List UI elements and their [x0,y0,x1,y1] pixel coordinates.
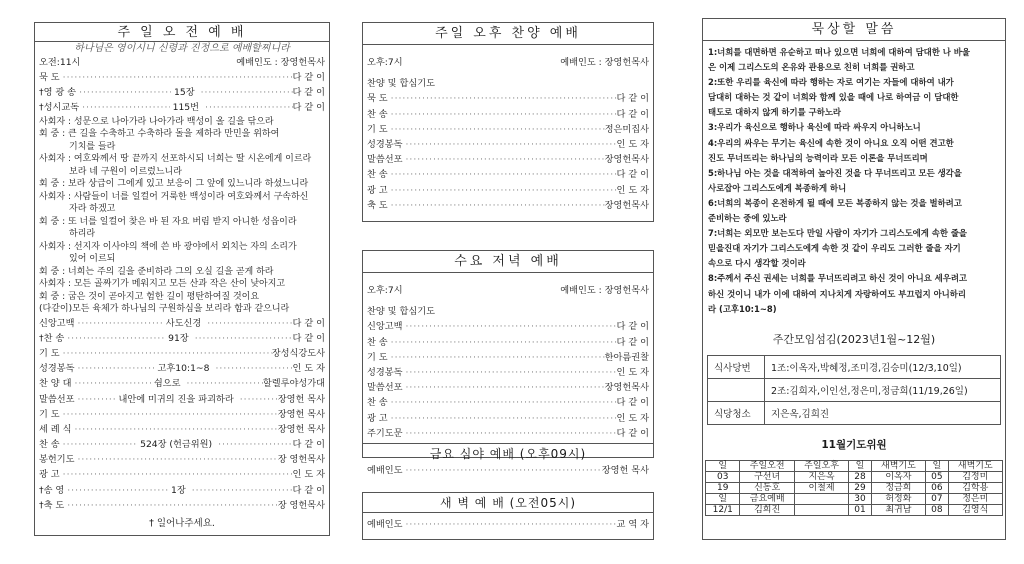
leader-dots [75,392,116,407]
leader-dots [64,498,277,513]
pm-open: 찬양 및 합심기도 [367,78,435,90]
prayer-cell: 이옥자 [871,471,925,482]
prayer-cell: 정금희 [871,482,925,493]
prayer-head-cell: 일 [849,460,871,471]
order-row [35,85,329,100]
order-item: 말씀선포 [367,382,403,394]
order-detail: 15장 [174,87,195,99]
prayer-cell [794,493,848,504]
verse-line: 7:너희는 외모만 보는도다 만일 사람이 자기가 그리스도에게 속한 줄을 [708,228,968,239]
leader-dots [71,376,150,391]
responsive-line: 기치를 들라 [69,141,116,152]
prayer-row [706,482,1003,493]
weekly-row [708,401,1001,424]
leader-dots [403,319,617,334]
weekly-title: 주간모임섬김(2023년1월~12월) [772,332,936,346]
weekly-row [708,378,1001,401]
responsive-reading [35,116,329,316]
order-detail: 115번 [172,102,200,114]
order-detail: 쉼으로 [153,378,181,390]
leader-dots [403,152,605,167]
dawn-leader: 교 역 자 [616,519,649,530]
order-row [363,152,653,167]
pm-time: 오후:7시 [367,57,403,68]
prayer-cell: 김희진 [740,504,794,515]
sunday-afternoon-section [362,22,654,222]
order-item: 광 고 [367,184,388,196]
order-item: †영 광 송 [39,87,77,99]
prayer-cell: 30 [849,493,871,504]
order-person: 다 같 이 [616,336,649,348]
leader-dots [403,426,617,441]
leader-dots [189,483,293,498]
order-person: 인 도 자 [292,363,325,375]
order-row [35,361,329,376]
prayer-cell: 28 [849,471,871,482]
order-row [35,422,329,437]
order-list-b [35,316,329,513]
responsive-line: 있어 이르되 [69,254,116,265]
prayer-row [706,493,1003,504]
leader-dots [64,331,165,346]
weekly-row [708,355,1001,378]
leader-dots [388,91,617,106]
prayer-title: 11월기도위원 [821,438,887,451]
responsive-line: 회 중 : 또 너를 일컬어 찾은 바 된 자요 버림 받지 아니한 성읍이라 [39,216,297,227]
responsive-line: 보라 네 구원이 이르렀느니라 [69,166,182,177]
order-person: 다 같 이 [616,321,649,333]
verse-line: 4:우리의 싸우는 무기는 육신에 속한 것이 아니요 오직 어떤 견고한 [708,137,954,148]
order-item: †찬 송 [39,332,65,344]
prayer-cell [794,504,848,515]
responsive-line: 사회자 : 선지자 이사야의 책에 쓴 바 광야에서 외치는 자의 소리가 [39,241,297,252]
order-person: 정은미집사 [604,123,649,135]
order-row [35,316,329,331]
order-person: 장영헌목사 [604,382,649,394]
middle-column [362,22,654,540]
order-person: 다 같 이 [292,439,325,451]
order-row [35,498,329,513]
prayer-cell: 김정미 [948,471,1002,482]
leader-dots [75,316,163,331]
wed-time: 오후:7시 [367,285,403,296]
order-person: 다 같 이 [292,72,325,83]
order-person: 다 같 이 [616,108,649,120]
dawn-section [362,492,654,540]
order-item: 기 도 [39,408,60,420]
verse-line: 8:주께서 주신 권세는 너희를 무너뜨리려고 하신 것이 아니요 세우려고 [708,273,968,284]
wednesday-section [362,250,654,476]
order-item: 찬 송 [367,108,388,120]
prayer-head-cell: 일 [926,460,948,471]
responsive-line: (다같이)모든 육체가 하나님의 구원하심을 보리라 함과 같으니라 [39,304,290,315]
order-person: 다 같 이 [616,93,649,105]
order-detail: 91장 [168,332,189,344]
verse-line: 6:너희의 복종이 온전하게 될 때에 모든 복종하지 않는 것을 벌하려고 [708,197,962,208]
prayer-table [705,460,1003,516]
order-person: 인 도 자 [616,138,649,150]
order-row [363,319,653,334]
dawn-label: 예배인도 [367,519,403,530]
order-person: 장영헌 목사 [277,408,325,420]
meditation-column [702,18,1006,540]
order-row [363,107,653,122]
subtitle: 하나님은 영이시니 신령과 진정으로 예배할찌니라 [74,43,290,54]
order-detail: 524장 (헌금위원) [140,439,213,451]
leader-dots [60,467,293,482]
leader-dots [388,198,605,213]
leader-dots [76,85,171,100]
prayer-cell: 금요예배 [740,493,794,504]
order-item: 말씀선포 [39,393,75,405]
prayer-head-cell: 새벽기도 [871,460,925,471]
leader-dots [403,365,617,380]
order-person: 인 도 자 [292,469,325,481]
order-row [363,365,653,380]
leader-dots [79,100,170,115]
weekly-value: 지은옥,김희진 [765,401,1001,424]
service-leader: 예배인도 : 장영헌목사 [236,57,325,68]
verse-line: 은 이제 그리스도의 온유와 관용으로 친히 너희를 권하고 [708,62,915,73]
weekly-table [707,355,1001,425]
order-person: 다 같 이 [292,332,325,344]
order-row [35,100,329,115]
prayer-cell: 정은미 [948,493,1002,504]
order-row [35,467,329,482]
prayer-cell: 김영식 [948,504,1002,515]
leader-dots [75,452,278,467]
order-item: 찬 양 대 [39,378,72,390]
order-row [363,426,653,441]
order-person: 장영헌목사 [604,154,649,166]
prayer-cell: 05 [926,471,948,482]
responsive-line: 회 중 : 너희는 주의 길을 준비하라 그의 오실 길을 곧게 하라 [39,266,274,277]
order-row [35,346,329,361]
wed-leader: 예배인도 : 장영헌목사 [560,285,649,296]
order-row [363,350,653,365]
verse-line: 5:하나님 아는 것을 대적하여 높아진 것을 다 무너뜨리고 모든 생각을 [708,167,962,178]
order-person: 할렐루야성가대 [262,378,325,390]
leader-dots [237,392,278,407]
verse-line: 2:또한 우리를 육신에 따라 행하는 자로 여기는 자들에 대하여 내가 [708,77,954,88]
order-row [363,91,653,106]
order-row [35,407,329,422]
pm-title: 주일 오후 찬양 예배 [363,23,653,45]
prayer-row [706,471,1003,482]
responsive-line: 사회자 : 모든 골짜기가 메워지고 모든 산과 작은 산이 낮아지고 [39,279,286,290]
prayer-head-cell: 주일오후 [794,460,848,471]
order-row [363,167,653,182]
prayer-cell: 12/1 [706,504,740,515]
prayer-cell: 03 [706,471,740,482]
order-item: 찬 송 [367,336,388,348]
order-item: 찬 송 [367,397,388,409]
order-row [363,122,653,137]
order-person: 장영헌 목사 [277,423,325,435]
leader-dots [388,411,617,426]
prayer-head-cell: 새벽기도 [948,460,1002,471]
leader-dots [388,107,617,122]
meditation-title: 묵상할 말씀 [703,19,1005,41]
order-row [363,411,653,426]
order-row [363,335,653,350]
prayer-head-cell: 주일오전 [740,460,794,471]
order-person: 인 도 자 [616,412,649,424]
order-person: 다 같 이 [616,397,649,409]
weekly-key: 식당청소 [708,401,765,424]
order-row [35,331,329,346]
prayer-cell: 허정화 [871,493,925,504]
weekly-key [708,378,765,401]
responsive-line: 회 중 : 보라 상급이 그에게 있고 보응이 그 앞에 있느니라 하셨느니라 [39,179,309,190]
order-row [363,137,653,152]
order-item: 기 도 [367,123,388,135]
leader-dots [198,85,293,100]
order-detail: 고후10:1~8 [157,363,210,375]
responsive-line: 자라 하겠고 [69,204,116,215]
order-item: 찬 송 [367,169,388,181]
order-item: 봉헌기도 [39,454,75,466]
order-person: 다 같 이 [292,484,325,496]
order-row [35,437,329,452]
order-item: 주기도문 [367,427,403,439]
order-person: 다 같 이 [292,102,325,114]
order-row [35,452,329,467]
order-item: 세 례 식 [39,423,72,435]
order-item: 찬 송 [39,439,60,451]
order-item: †축 도 [39,499,65,511]
leader-dots [403,380,605,395]
leader-dots [183,376,262,391]
leader-dots [202,100,293,115]
pm-leader: 예배인도 : 장영헌목사 [560,57,649,68]
verse-line: 속으로 다시 생각할 것이라 [708,258,806,269]
leader-dots [64,483,168,498]
leader-dots [388,122,605,137]
leader-dots [388,395,617,410]
leader-dots [204,316,292,331]
dawn-title: 새 벽 예 배 (오전05시) [363,493,653,513]
friday-label: 예배인도 [367,464,403,476]
verse-line: 라 (고후10:1~8) [708,303,777,314]
order-item: †송 영 [39,484,65,496]
prayer-cell: 최귀남 [871,504,925,515]
order-row [363,380,653,395]
verse-line: 태도로 대하지 않게 하기를 구하노라 [708,107,842,118]
friday-title: 금요 심야 예배 (오후09시) [363,443,653,463]
responsive-line: 사회자 : 성문으로 나아가라 나아가라 백성이 올 길을 닦으라 [39,116,274,127]
order-detail: 내안에 미귀의 진을 파괴하라 [118,393,234,405]
order-item: 성경봉독 [39,363,75,375]
weekly-value: 1조:이옥자,박혜정,조미경,김승미(12/3,10일) [765,355,1001,378]
responsive-line: 사회자 : 여호와께서 땅 끝까지 선포하시되 너희는 딸 시온에게 이르라 [39,154,312,165]
order-person: 장영헌목사 [604,199,649,211]
leader-dots [388,350,605,365]
verse-line: 1:너희를 대면하면 유순하고 떠나 있으면 너희에 대하여 담대한 나 바울 [708,47,970,57]
prayer-cell: 07 [926,493,948,504]
order-person: 인 도 자 [616,366,649,378]
leader-dots [75,361,155,376]
order-person: 인 도 자 [616,184,649,196]
leader-dots [60,437,137,452]
leader-dots [60,346,272,361]
order-row [35,376,329,391]
order-item: 성경봉독 [367,366,403,378]
leader-dots [403,137,617,152]
order-item: 신앙고백 [367,321,403,333]
verse-line: 진도 무너뜨리는 하나님의 능력이라 모든 이론을 무너뜨리며 [708,152,928,163]
leader-dots [192,331,293,346]
section-title: 주 일 오 전 예 배 [35,23,329,42]
prayer-cell: 01 [849,504,871,515]
pm-order [363,91,653,213]
prayer-cell: 신동호 [740,482,794,493]
prayer-cell: 김학용 [948,482,1002,493]
order-person: 다 같 이 [292,317,325,329]
verse-line: 하신 것이니 내가 이에 대하여 지나치게 자랑하여도 부끄럽지 아니하리 [708,288,966,299]
order-item: 기 도 [367,351,388,363]
prayer-cell: 지은옥 [794,471,848,482]
verse-line: 준비하는 중에 있노라 [708,213,787,224]
footer-note: † 일어나주세요. [149,518,215,529]
prayer-cell: 29 [849,482,871,493]
prayer-cell: 일 [706,493,740,504]
order-list-a [35,70,329,116]
leader-dots [60,407,278,422]
order-person: 다 같 이 [292,87,325,99]
order-person: 장영헌 목사 [277,393,325,405]
order-item: 기 도 [39,347,60,359]
weekly-value: 2조:김희자,이인선,정은미,정금희(11/19,26일) [765,378,1001,401]
order-row [363,395,653,410]
order-item: 축 도 [367,199,388,211]
order-person: 장 영헌목사 [277,499,325,511]
order-detail: 1장 [171,484,186,496]
responsive-line: 사회자 : 사람들이 너를 일컬어 거룩한 백성이라 여호와께서 구속하신 [39,191,309,202]
leader-dots [212,361,292,376]
order-item: 묵 도 [39,72,60,83]
prayer-cell: 19 [706,482,740,493]
sunday-morning-section [34,22,330,536]
order-person: 한아름권찰 [604,351,649,363]
leader-dots [388,183,617,198]
prayer-head-cell: 일 [706,460,740,471]
prayer-header [706,460,1003,471]
order-person: 다 같 이 [616,427,649,439]
prayer-row [706,504,1003,515]
prayer-cell: 08 [926,504,948,515]
scripture-text [703,45,1005,317]
order-row [363,198,653,213]
verse-line: 3:우리가 육신으로 행하나 육신에 따라 싸우지 아니하노니 [708,122,921,133]
wed-title: 수요 저녁 예배 [363,251,653,273]
responsive-line: 하리라 [69,229,96,240]
service-time: 오전:11시 [39,57,81,68]
weekly-key: 식사당번 [708,355,765,378]
order-item: †성시교독 [39,102,80,114]
order-detail: 사도신경 [165,317,202,329]
leader-dots [71,422,277,437]
order-person: 다 같 이 [616,169,649,181]
wed-open: 찬양 및 합심기도 [367,306,435,318]
verse-line: 사로잡아 그리스도에게 복종하게 하니 [708,182,847,193]
friday-leader: 장영헌 목사 [601,464,649,476]
verse-line: 담대히 대하는 것 같이 너희와 함께 있을 때에 나로 하여금 이 담대한 [708,92,959,103]
leader-dots [60,70,293,85]
order-row [363,183,653,198]
order-item: 성경봉독 [367,138,403,150]
order-item: 광 고 [367,412,388,424]
order-row [35,392,329,407]
prayer-cell: 이철제 [794,482,848,493]
prayer-cell: 06 [926,482,948,493]
order-row [35,70,329,85]
order-person: 장성식강도사 [271,347,325,359]
order-item: 말씀선포 [367,154,403,166]
responsive-line: 회 중 : 굽은 것이 곧아지고 험한 길이 평탄하여질 것이요 [39,291,260,302]
prayer-cell: 구선녀 [740,471,794,482]
leader-dots [215,437,292,452]
order-person: 장 영헌목사 [277,454,325,466]
responsive-line: 회 중 : 큰 길을 수축하고 수축하라 돌을 제하라 만민을 위하여 [39,129,280,140]
leader-dots [388,335,617,350]
verse-line: 믿을진대 자기가 그리스도에게 속한 것 같이 우리도 그러한 줄을 자기 [708,243,961,254]
wed-order [363,319,653,441]
order-item: 광 고 [39,469,60,481]
order-item: 묵 도 [367,93,388,105]
leader-dots [388,167,617,182]
order-item: 신앙고백 [39,317,75,329]
order-row [35,483,329,498]
